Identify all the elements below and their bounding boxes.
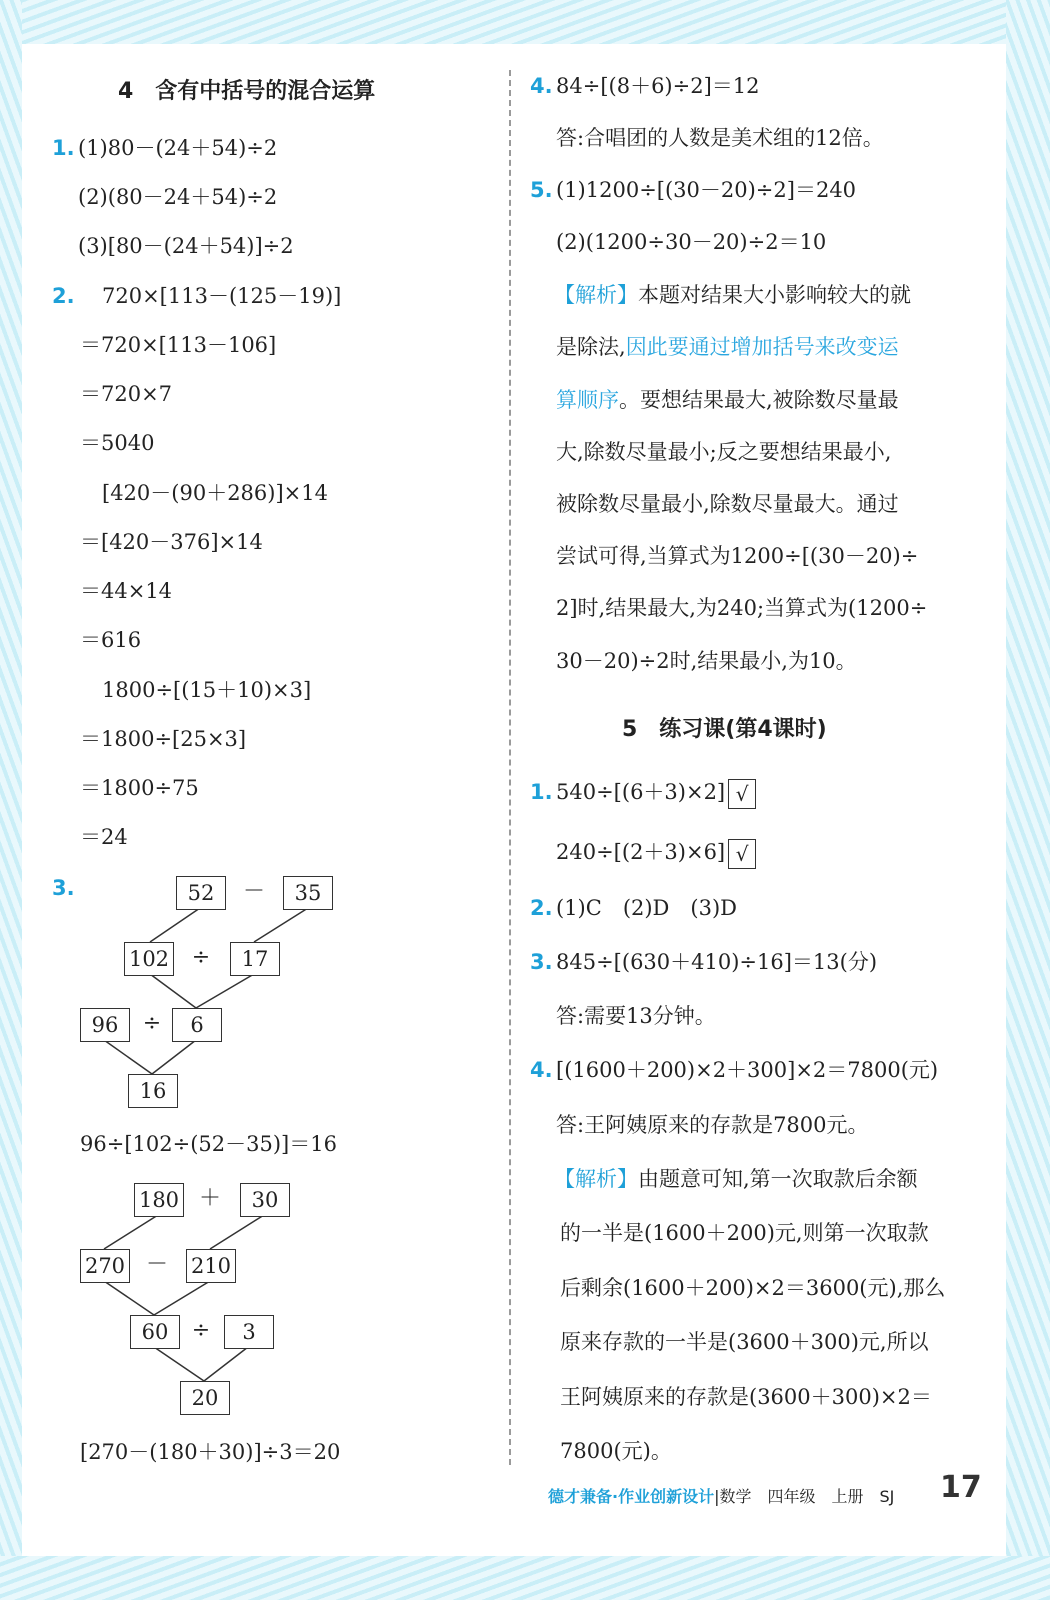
tree1-top-operator: － — [242, 879, 265, 904]
p4-analysis-line-1: 【解析】由题意可知,第一次取款后余额 — [554, 1167, 918, 1191]
page-number: 17 — [940, 1470, 982, 1505]
tree2-top-operator: ＋ — [198, 1186, 221, 1211]
p1-line-1: 1. 540÷[(6＋3)×2] √ — [530, 778, 756, 809]
q1-line-2: (2)(80－24＋54)÷2 — [78, 185, 278, 209]
decorative-frame-right — [1006, 0, 1050, 1600]
q5-analysis-line-2: 是除法,因此要通过增加括号来改变运 — [556, 335, 899, 359]
q2-number: 2. — [52, 284, 75, 308]
tree1-low-right-box: 6 — [172, 1008, 222, 1042]
p4-line-1: 4. [(1600＋200)×2＋300]×2＝7800(元) — [530, 1058, 939, 1082]
tree1-top-right-box: 35 — [283, 876, 333, 910]
analysis-tag: 【解析】 — [554, 1167, 638, 1191]
footer-brand: 德才兼备·作业创新设计 — [548, 1487, 715, 1506]
q4-line-1: 4. 84÷[(8＋6)÷2]＝12 — [530, 74, 760, 98]
q5-analysis-line-7: 2]时,结果最大,为240;当算式为(1200÷ — [556, 596, 928, 620]
q1-number: 1. — [52, 136, 75, 160]
q3-equation-1: 96÷[102÷(52－35)]＝16 — [80, 1132, 337, 1156]
q5-analysis-line-5: 被除数尽量最小,除数尽量最大。通过 — [556, 492, 899, 516]
q2-line-8: ＝616 — [80, 628, 142, 652]
tree2-mid-left-box: 270 — [80, 1249, 130, 1283]
p4-analysis-line-4: 原来存款的一半是(3600＋300)元,所以 — [560, 1330, 929, 1354]
tree1-mid-operator: ÷ — [191, 945, 211, 970]
p4-answer: 答:王阿姨原来的存款是7800元。 — [556, 1113, 869, 1137]
tree1-mid-left-box: 102 — [124, 942, 174, 976]
p4-analysis-line-5: 王阿姨原来的存款是(3600＋300)×2＝ — [560, 1385, 932, 1409]
check-mark-icon: √ — [728, 839, 756, 869]
tree1-result-box: 16 — [128, 1074, 178, 1108]
q5-analysis-line-8: 30－20)÷2时,结果最小,为10。 — [556, 649, 857, 673]
q2-line-9: 1800÷[(15＋10)×3] — [102, 678, 312, 702]
tree2-top-left-box: 180 — [134, 1183, 184, 1217]
q5-analysis-line-3: 算顺序。要想结果最大,被除数尽量最 — [556, 388, 899, 412]
check-mark-icon: √ — [728, 779, 756, 809]
tree1-mid-right-box: 17 — [230, 942, 280, 976]
section-heading-4: 4 含有中括号的混合运算 — [118, 79, 376, 104]
q2-line-11: ＝1800÷75 — [80, 776, 199, 800]
tree1-low-operator: ÷ — [142, 1011, 162, 1036]
q2-line-1: 720×[113－(125－19)] — [102, 284, 342, 308]
section-heading-5: 5 练习课(第4课时) — [622, 717, 827, 742]
p3-line-1: 3. 845÷[(630＋410)÷16]＝13(分) — [530, 950, 878, 974]
q2-line-7: ＝44×14 — [80, 579, 173, 603]
tree-connectors — [0, 0, 520, 1450]
q2-line-5: [420－(90＋286)]×14 — [102, 481, 328, 505]
tree2-mid-right-box: 210 — [186, 1249, 236, 1283]
tree2-mid-operator: － — [145, 1252, 168, 1277]
footer-info: |数学 四年级 上册 SJ — [714, 1487, 895, 1506]
tree2-low-left-box: 60 — [130, 1315, 180, 1349]
q5-line-1: 5. (1)1200÷[(30－20)÷2]＝240 — [530, 178, 857, 202]
tree1-top-left-box: 52 — [176, 876, 226, 910]
p4-analysis-line-3: 后剩余(1600＋200)×2＝3600(元),那么 — [560, 1276, 946, 1300]
q5-analysis-line-6: 尝试可得,当算式为1200÷[(30－20)÷ — [556, 544, 919, 568]
q2-line-12: ＝24 — [80, 825, 128, 849]
q3-number: 3. — [52, 876, 75, 900]
q5-analysis-line-1: 【解析】本题对结果大小影响较大的就 — [554, 283, 911, 307]
q5-line-2: (2)(1200÷30－20)÷2＝10 — [556, 230, 827, 254]
q2-line-6: ＝[420－376]×14 — [80, 530, 263, 554]
q5-analysis-line-4: 大,除数尽量最小;反之要想结果最小, — [556, 440, 892, 464]
q4-answer: 答:合唱团的人数是美术组的12倍。 — [556, 126, 884, 150]
q2-line-2: ＝720×[113－106] — [80, 333, 277, 357]
tree2-result-box: 20 — [180, 1381, 230, 1415]
p2-line: 2. (1)C (2)D (3)D — [530, 896, 737, 920]
p4-analysis-line-2: 的一半是(1600＋200)元,则第一次取款 — [560, 1221, 929, 1245]
q1-line-3: (3)[80－(24＋54)]÷2 — [78, 234, 294, 258]
p4-analysis-line-6: 7800(元)。 — [560, 1439, 672, 1463]
page-footer — [548, 1484, 894, 1507]
q3-equation-2: [270－(180＋30)]÷3＝20 — [80, 1440, 341, 1464]
tree2-low-operator: ÷ — [191, 1318, 211, 1343]
q2-line-4: ＝5040 — [80, 431, 155, 455]
q2-line-10: ＝1800÷[25×3] — [80, 727, 247, 751]
tree2-top-right-box: 30 — [240, 1183, 290, 1217]
q2-line-3: ＝720×7 — [80, 382, 173, 406]
q1-line-1: 1. (1)80－(24＋54)÷2 — [52, 136, 278, 160]
p1-line-2: 240÷[(2＋3)×6] √ — [556, 838, 756, 869]
decorative-frame-bottom — [0, 1556, 1050, 1600]
tree1-low-left-box: 96 — [80, 1008, 130, 1042]
p3-answer: 答:需要13分钟。 — [556, 1004, 716, 1028]
analysis-tag: 【解析】 — [554, 283, 638, 307]
tree2-low-right-box: 3 — [224, 1315, 274, 1349]
